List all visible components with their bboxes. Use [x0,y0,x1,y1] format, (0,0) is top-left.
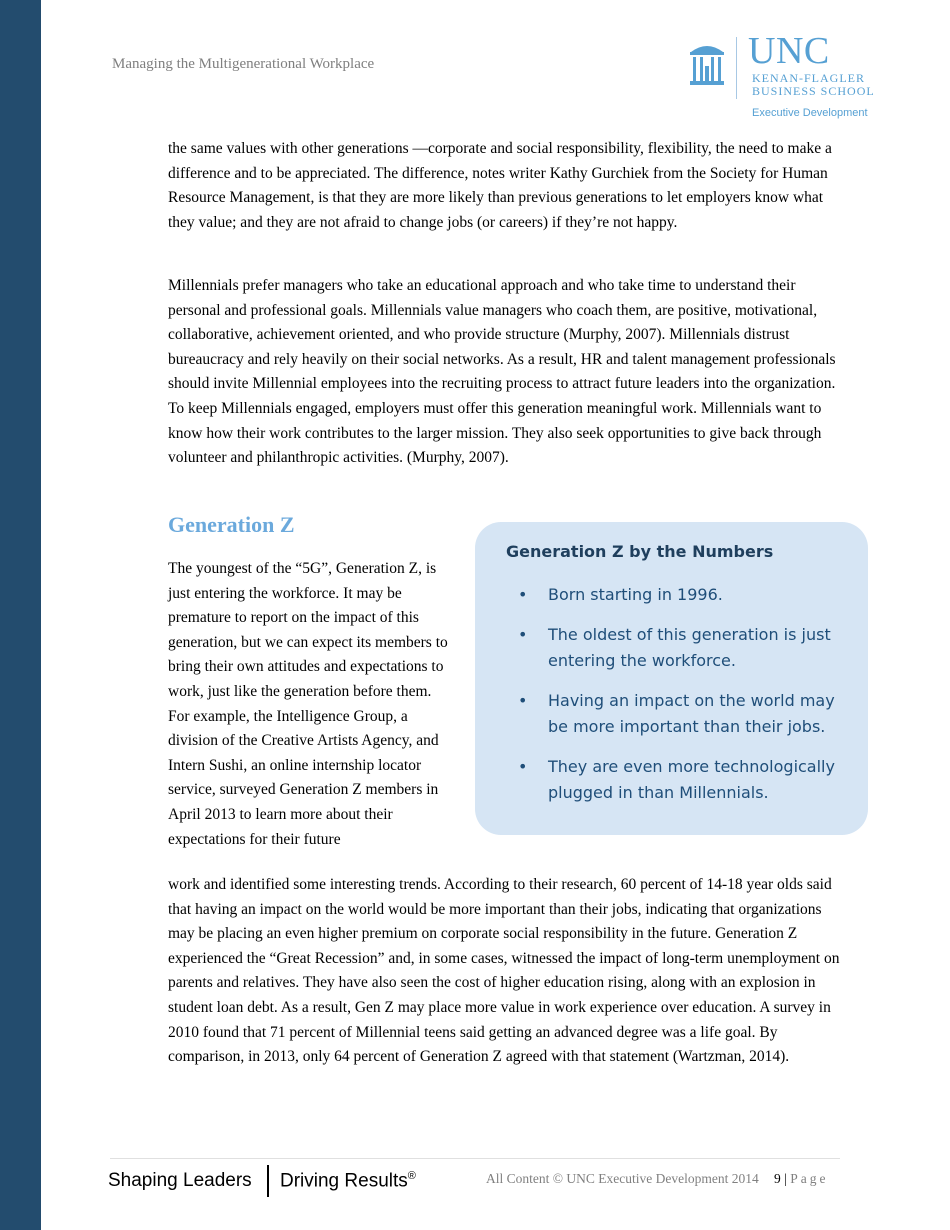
bullet-icon: • [518,756,528,776]
callout-list [506,582,846,820]
old-well-icon [688,40,726,88]
body-paragraph-1: the same values with other generations —corporate and social responsibility, flexibility, the need to make a difference and to be appreciated. The difference, notes writer Kathy Gurchiek from the Society for Human Resource Management, is that they are more likely than previous generations to let employers know what they value; and they are not afraid to change jobs (or careers) if they’re not happy. [168,140,832,231]
logo-exec-dev: Executive Development [752,107,868,119]
callout-box [475,522,868,835]
logo-school-line2: BUSINESS SCHOOL [752,84,875,98]
callout-item-text: They are even more technologically plugged in than Millennials. [548,756,835,802]
footer-slogan-right [280,1170,416,1192]
logo-school-line1: KENAN-FLAGLER [752,71,865,85]
page-separator: | [784,1171,787,1186]
body-paragraph-2: Millennials prefer managers who take an educational approach and who take time to understand their personal and professional goals. Millennials value managers who coach them, are positive, motivational, collaborative, achievement oriented, and who provide structure (Murphy, 2007). Millennials distrust bureaucracy and rely heavily on their social networks. As a result, HR and talent management professionals should invite Millennial employees into the recruiting process to attract future leaders into the organization. To keep Millennials engaged, employers must offer this generation meaningful work. Millennials want to know how their work contributes to the larger mission. They also seek opportunities to give back through volunteer and philanthropic activities. (Murphy, 2007). [168,277,836,467]
callout-item [506,582,846,609]
footer-slogan-divider [267,1165,269,1197]
callout-item [506,622,846,675]
logo-school-name [752,72,892,98]
footer-slogan-right-text: Driving Results [280,1170,408,1192]
footer-rule [110,1158,840,1159]
callout-item [506,754,846,807]
body-paragraph-4: work and identified some interesting trends. According to their research, 60 percent of 14-18 year olds said that having an impact on the world would be more important than their jobs, indicating that organizations may be placing an even higher premium on corporate social responsibility in the future. Generation Z experienced the “Great Recession” and, in some cases, witnessed the impact of long-term unemployment on parents and relatives. They have also seen the cost of higher education rising, along with an explosion in student loan debt. As a result, Gen Z may place more value in work experience over education. A survey in 2010 found that 71 percent of Millennial teens said getting an advanced degree was a life goal. By comparison, in 2013, only 64 percent of Generation Z agreed with that statement (Wartzman, 2014). [168,876,840,1066]
callout-item [506,688,846,741]
footer-slogan-left: Shaping Leaders [108,1170,252,1191]
footer-page-number [774,1171,828,1187]
page-number: 9 [774,1171,781,1186]
callout-item-text: Having an impact on the world may be more important than their jobs. [548,690,835,736]
callout-title: Generation Z by the Numbers [506,542,774,561]
bullet-icon: • [518,624,528,644]
sidebar-stripe [0,0,41,1230]
page-label: Page [790,1171,829,1186]
callout-item-text: Born starting in 1996. [548,585,723,604]
bullet-icon: • [518,585,528,604]
body-paragraph-3: The youngest of the “5G”, Generation Z, is just entering the workforce. It may be premature to report on the impact of this generation, but we can expect its members to bring their own attitudes and expectations to work, just like the generation before them. For example, the Intelligence Group, a division of the Creative Artists Agency, and Intern Sushi, an online internship locator service, surveyed Generation Z members in April 2013 to learn more about their expectations for their future [168,560,448,848]
running-header-title: Managing the Multigenerational Workplace [112,56,375,72]
section-heading-generation-z: Generation Z [168,512,295,537]
logo-unc-text: UNC [748,30,830,72]
unc-logo [688,30,888,121]
callout-item-text: The oldest of this generation is just entering the workforce. [548,624,831,670]
bullet-icon: • [518,690,528,710]
logo-divider [736,37,737,99]
registered-mark: ® [407,1170,416,1182]
footer-copyright: All Content © UNC Executive Development 2014 [486,1171,759,1186]
